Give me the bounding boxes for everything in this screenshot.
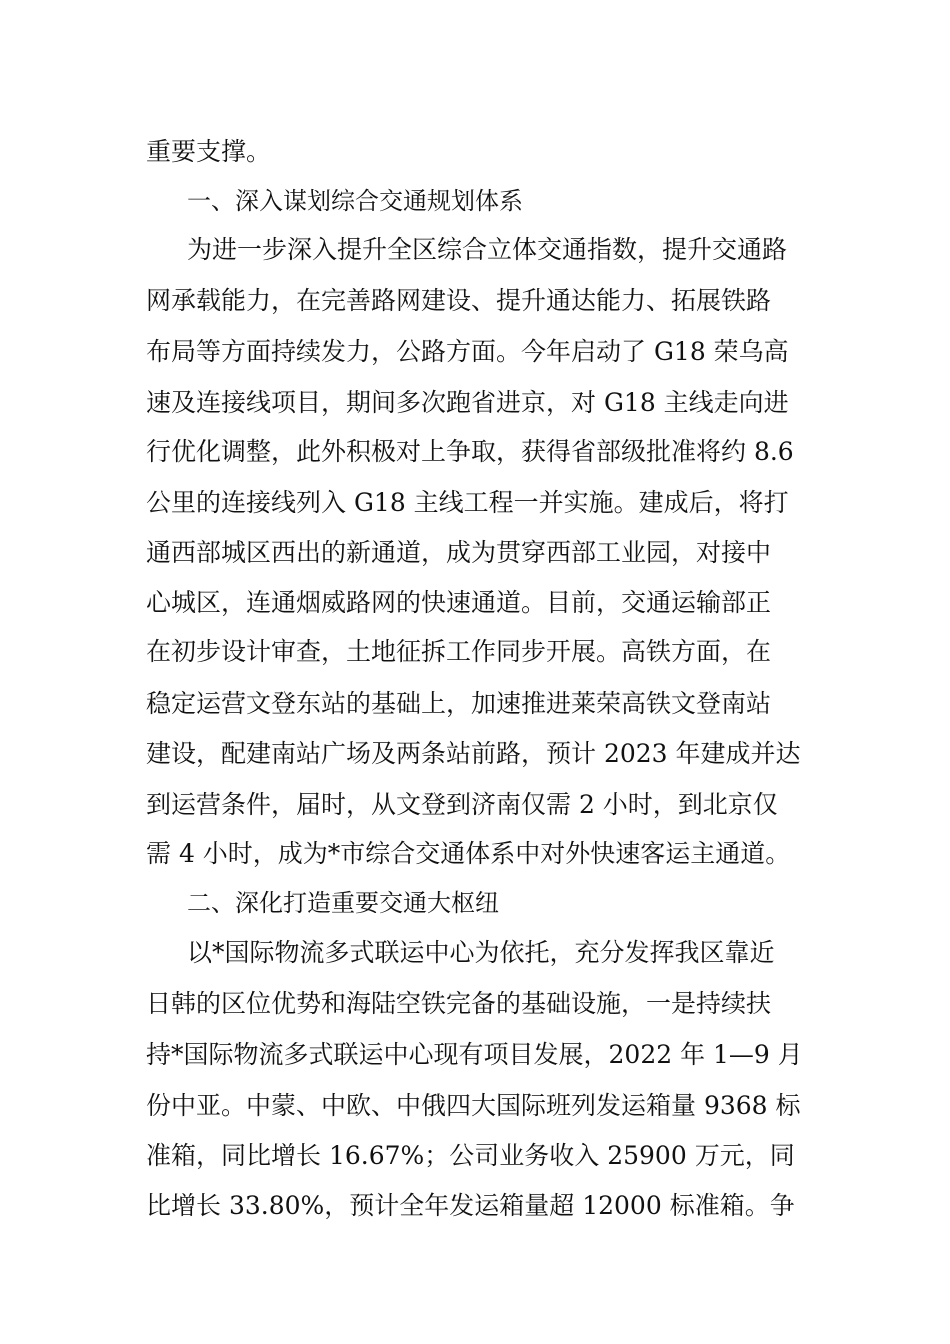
paragraph-line: 在初步设计审查，土地征拆工作同步开展。高铁方面，在 xyxy=(146,637,772,666)
section-heading: 一、深入谋划综合交通规划体系 xyxy=(187,187,523,215)
paragraph-line: 建设，配建南站广场及两条站前路，预计 2023 年建成并达 xyxy=(146,739,801,768)
paragraph-line: 日韩的区位优势和海陆空铁完备的基础设施，一是持续扶 xyxy=(146,989,772,1018)
paragraph-line: 重要支撑。 xyxy=(146,137,272,166)
section-heading: 二、深化打造重要交通大枢纽 xyxy=(187,889,499,917)
paragraph-line: 持*国际物流多式联运中心现有项目发展，2022 年 1—9 月 xyxy=(146,1040,803,1069)
paragraph-line: 准箱，同比增长 16.67%；公司业务收入 25900 万元，同 xyxy=(146,1141,795,1170)
paragraph-line: 行优化调整，此外积极对上争取，获得省部级批准将约 8.6 xyxy=(146,437,794,466)
paragraph-line: 需 4 小时，成为*市综合交通体系中对外快速客运主通道。 xyxy=(146,839,791,868)
paragraph-line: 比增长 33.80%，预计全年发运箱量超 12000 标准箱。争 xyxy=(146,1191,795,1220)
paragraph-line: 心城区，连通烟威路网的快速通道。目前，交通运输部正 xyxy=(146,588,772,617)
paragraph-line: 为进一步深入提升全区综合立体交通指数，提升交通路 xyxy=(187,235,788,264)
paragraph-line: 份中亚。中蒙、中欧、中俄四大国际班列发运箱量 9368 标 xyxy=(146,1091,801,1120)
paragraph-line: 公里的连接线列入 G18 主线工程一并实施。建成后，将打 xyxy=(146,488,789,517)
paragraph-line: 以*国际物流多式联运中心为依托，充分发挥我区靠近 xyxy=(187,938,775,967)
paragraph-line: 通西部城区西出的新通道，成为贯穿西部工业园，对接中 xyxy=(146,538,772,567)
paragraph-line: 稳定运营文登东站的基础上，加速推进莱荣高铁文登南站 xyxy=(146,689,772,718)
paragraph-line: 网承载能力，在完善路网建设、提升通达能力、拓展铁路 xyxy=(146,286,772,315)
paragraph-line: 速及连接线项目，期间多次跑省进京，对 G18 主线走向进 xyxy=(146,388,789,417)
paragraph-line: 布局等方面持续发力，公路方面。今年启动了 G18 荣乌高 xyxy=(146,337,789,366)
paragraph-line: 到运营条件，届时，从文登到济南仅需 2 小时，到北京仅 xyxy=(146,790,778,819)
